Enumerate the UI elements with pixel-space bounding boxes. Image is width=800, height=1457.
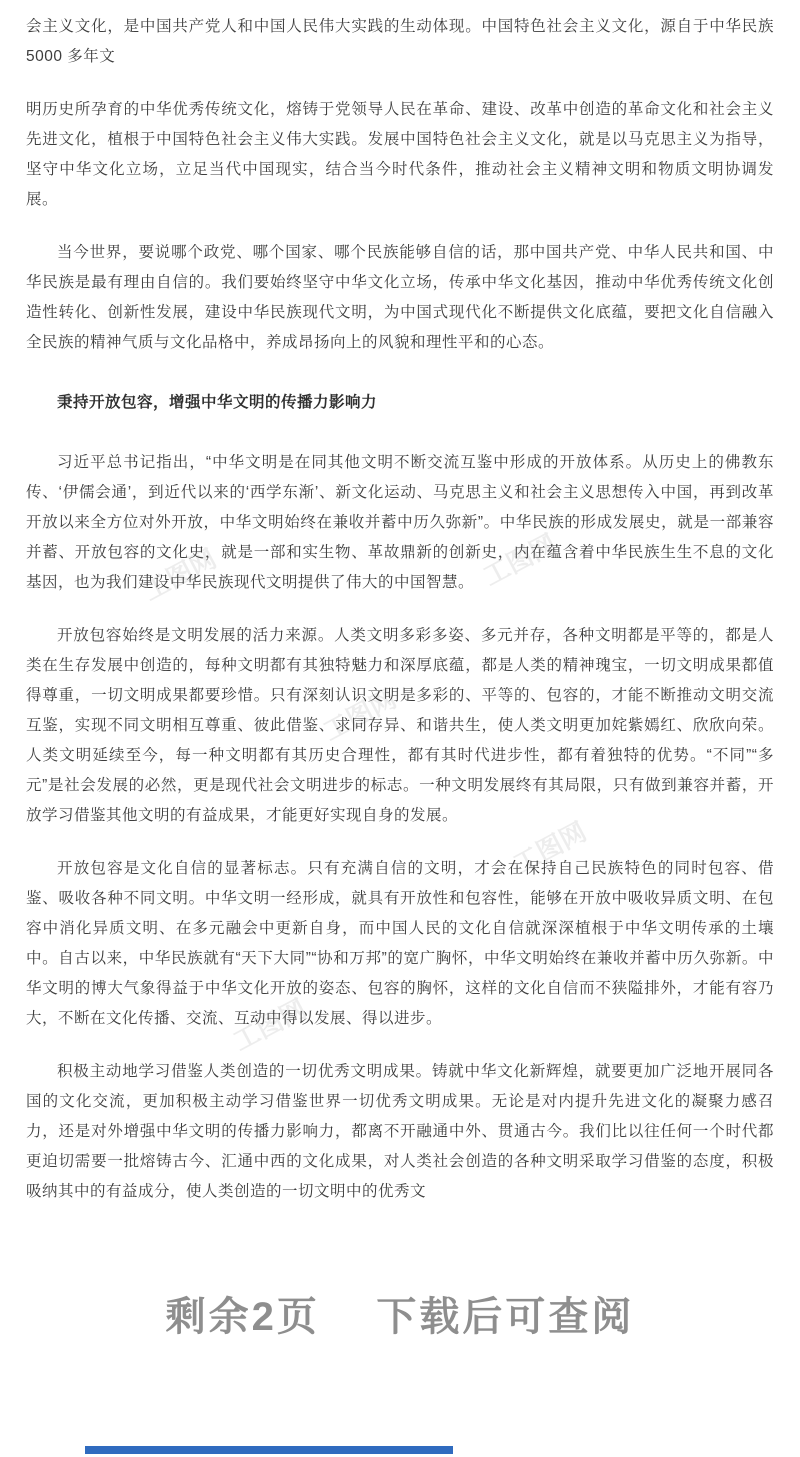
section-heading: 秉持开放包容，增强中华文明的传播力影响力: [57, 394, 378, 411]
paragraph: 开放包容始终是文明发展的活力来源。人类文明多彩多姿、多元并存，各种文明都是平等的，都是人类在生存发展中创造的，每种文明都有其独特魅力和深厚底蕴，都是人类的精神瑰宝，一切文明成果都值得尊重，一切文明成果都要珍惜。只有深刻认识文明是多彩的、平等的、包容的，才能不断推动文明交流互鉴，实现不同文明相互尊重、彼此借鉴、求同存异、和谐共生，使人类文明更加姹紫嫣红、欣欣向荣。人类文明延续至今，每一种文明都有其历史合理性，都有其时代进步性，都有着独特的优势。“不同”“多元”是社会发展的必然，更是现代社会文明进步的标志。一种文明发展终有其局限，只有做到兼容并蓄，开放学习借鉴其他文明的有益成果，才能更好实现自身的发展。: [26, 627, 774, 824]
watermark: 工图网: [228, 993, 312, 1057]
watermark: 工图网: [508, 816, 592, 880]
paragraph: 习近平总书记指出，“中华文明是在同其他文明不断交流互鉴中形成的开放体系。从历史上的佛教东传、‘伊儒会通’，到近代以来的‘西学东渐’、新文化运动、马克思主义和社会主义思想传入中国，再到改革开放以来全方位对外开放，中华文明始终在兼收并蓄中历久弥新”。中华民族的形成发展史，就是一部兼容并蓄、开放包容的文化史，就是一部和实生物、革故鼎新的创新史，内在蕴含着中华民族生生不息的文化基因，也为我们建设中华民族现代文明提供了伟大的中国智慧。: [26, 454, 774, 591]
paragraph: 明历史所孕育的中华优秀传统文化，熔铸于党领导人民在革命、建设、改革中创造的革命文化和社会主义先进文化，植根于中国特色社会主义伟大实践。发展中国特色社会主义文化，就是以马克思主义为指导，坚守中华文化立场，立足当代中国现实，结合当今时代条件，推动社会主义精神文明和物质文明协调发展。: [26, 101, 774, 208]
paragraph: 会主义文化，是中国共产党人和中国人民伟大实践的生动体现。中国特色社会主义文化，源自于中华民族 5000 多年文: [26, 18, 774, 65]
paragraph: 当今世界，要说哪个政党、哪个国家、哪个民族能够自信的话，那中国共产党、中华人民共和国、中华民族是最有理由自信的。我们要始终坚守中华文化立场，传承中华文化基因，推动中华优秀传统文化创造性转化、创新性发展，建设中华民族现代文明，为中国式现代化不断提供文化底蕴，要把文化自信融入全民族的精神气质与文化品格中，养成昂扬向上的风貌和理性平和的心态。: [26, 244, 774, 351]
remaining-pages-notice: 剩余2页 下载后可查阅: [165, 1295, 635, 1339]
watermark: 工图网: [478, 528, 562, 592]
paragraph: 开放包容是文化自信的显著标志。只有充满自信的文明，才会在保持自己民族特色的同时包容、借鉴、吸收各种不同文明。中华文明一经形成，就具有开放性和包容性，能够在开放中吸收异质文明、在包容中消化异质文明、在多元融会中更新自身，而中国人民的文化自信就深深植根于中华文明传承的土壤中。自古以来，中华民族就有“天下大同”“协和万邦”的宽广胸怀，中华文明始终在兼收并蓄中历久弥新。中华文明的博大气象得益于中华文化开放的姿态、包容的胸怀，这样的文化自信而不狭隘排外，才能有容乃大，不断在文化传播、交流、互动中得以发展、得以进步。: [26, 860, 774, 1027]
watermark: 工图网: [318, 683, 402, 747]
document-body: [26, 12, 774, 1207]
paragraph: 积极主动地学习借鉴人类创造的一切优秀文明成果。铸就中华文化新辉煌，就要更加广泛地开展同各国的文化交流，更加积极主动学习借鉴世界一切优秀文明成果。无论是对内提升先进文化的凝聚力感召力，还是对外增强中华文明的传播力影响力，都离不开融通中外、贯通古今。我们比以往任何一个时代都更迫切需要一批熔铸古今、汇通中西的文化成果，对人类社会创造的各种文明采取学习借鉴的态度，积极吸纳其中的有益成分，使人类创造的一切文明中的优秀文: [26, 1063, 774, 1200]
next-page-accent-bar: [85, 1446, 453, 1454]
watermark: 工图网: [138, 543, 222, 607]
